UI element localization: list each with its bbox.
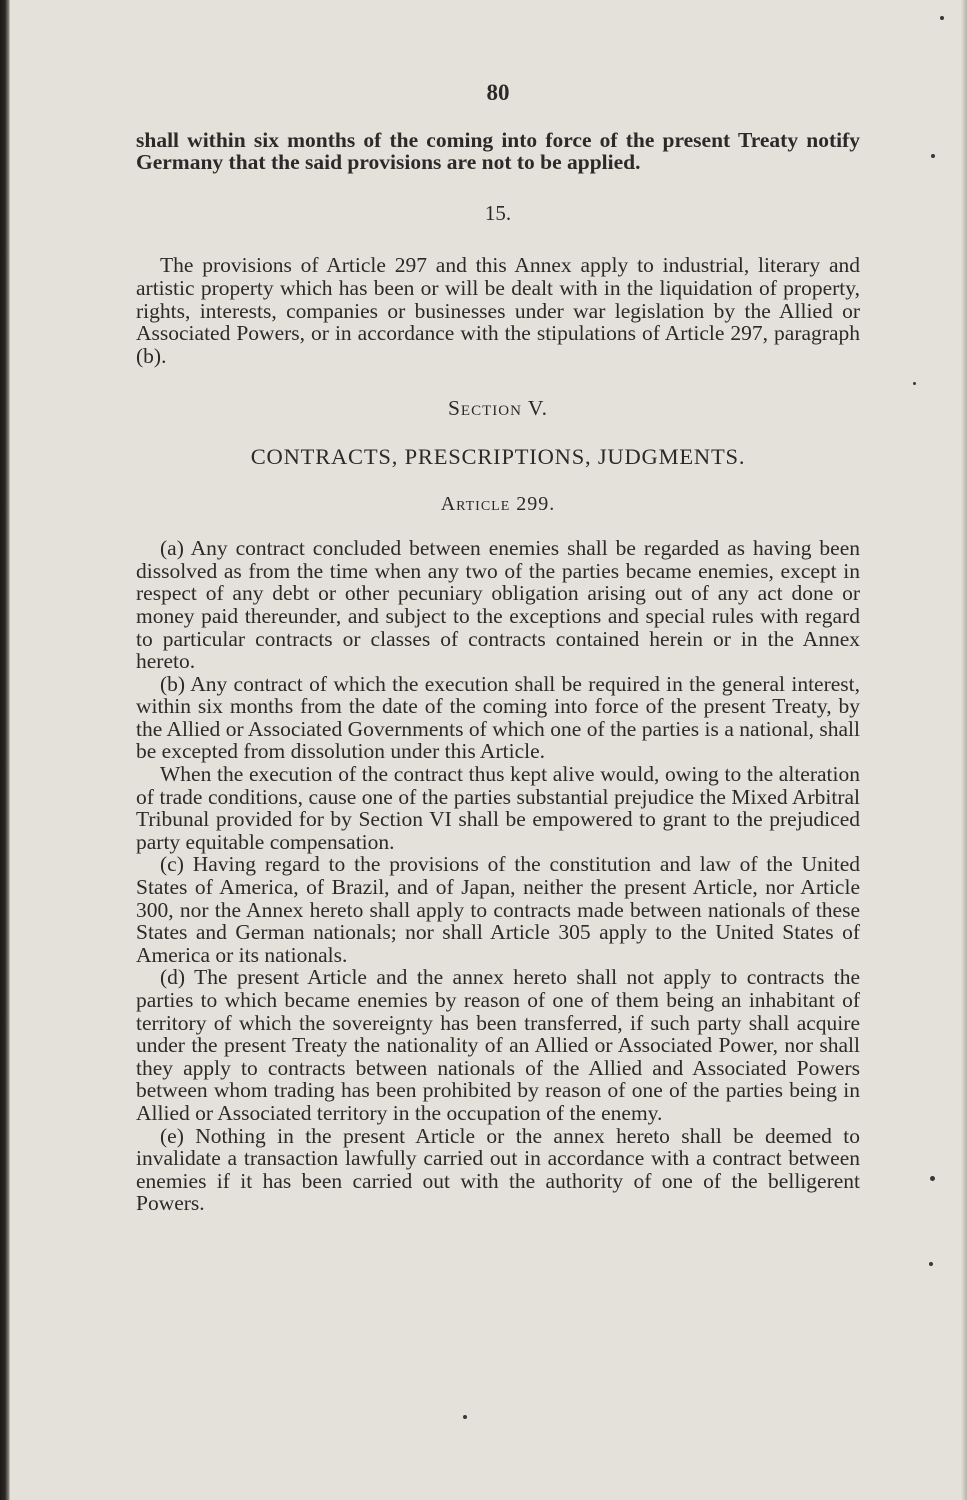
scan-speck [463,1415,467,1419]
article-paragraph-a: (a) Any contract concluded between enemies shall be regarded as having been dissolved as from the time when any two of the parties became enemies, except in respect of any debt or other pecuniary obligation arising out of any act done or money paid thereunder, and subject to the exceptions and special rules with regard to particular contracts or classes of contracts contained herein or in the Annex hereto. [136,536,860,674]
paragraph-number: 15. [484,200,512,225]
article-paragraph-d: (d) The present Article and the annex hereto shall not apply to contracts the parties to which became enemies by reason of one of them being an inhabitant of territory of which the sovereignty has been transferred, if such party shall acquire under the present Treaty the nationality of an Allied or Associated Power, nor shall they apply to contracts between nationals of the Allied and Associated Powers between whom trading has been prohibited by reason of one of the parties being in Allied or Associated territory in the occupation of the enemy. [136,965,860,1125]
article-paragraph-c: (c) Having regard to the provisions of the constitution and law of the United States of America, of Brazil, and of Japan, neither the present Article, nor Article 300, nor the Annex hereto shall apply to contracts made between nationals of these States and German nationals; nor shall Article 305 apply to the United States of America or its nationals. [136,852,860,967]
article-paragraph-b-continued: When the execution of the contract thus kept alive would, owing to the alteration of trade conditions, cause one of the parties substantial prejudice the Mixed Arbitral Tribunal provided for by Section VI shall be empowered to grant to the prejudiced party equitable compensation. [136,762,860,854]
article-paragraph-b: (b) Any contract of which the execution shall be required in the general interest, within six months from the date of the coming into force of the present Treaty, by the Allied or Associated Governments of which one of the parties is a national, shall be excepted from dissolution under this Article. [136,671,860,764]
page-number: 80 [486,80,510,105]
section-title: CONTRACTS, PRESCRIPTIONS, JUDGMENTS. [250,443,746,469]
page-binding-edge [0,0,10,1500]
scan-speck [930,1176,935,1181]
section-heading: Section V. [447,396,549,421]
article-paragraph-e: (e) Nothing in the present Article or the annex hereto shall be deemed to invalidate a transaction lawfully carried out in accordance with a contract between enemies if it has been carried out with the authority of one of the belligerent Powers. [136,1123,860,1216]
opening-paragraph: shall within six months of the coming into force of the present Treaty notify Germany that the said provisions are not to be applied. [136,127,860,175]
scan-speck [913,382,916,385]
scan-speck [931,154,935,158]
paragraph-15-text: The provisions of Article 297 and this Annex apply to industrial, literary and artistic property which has been or will be dealt with in the liquidation of property, rights, interests, companies or businesses under war legislation by the Allied or Associated Powers, or in accordance with the stipulations of Article 297, paragraph (b). [136,253,860,368]
page-right-edge [961,0,967,1500]
scan-speck [940,16,944,20]
scan-speck [929,1262,933,1266]
article-heading: Article 299. [440,492,556,515]
page-text [136,82,860,1215]
